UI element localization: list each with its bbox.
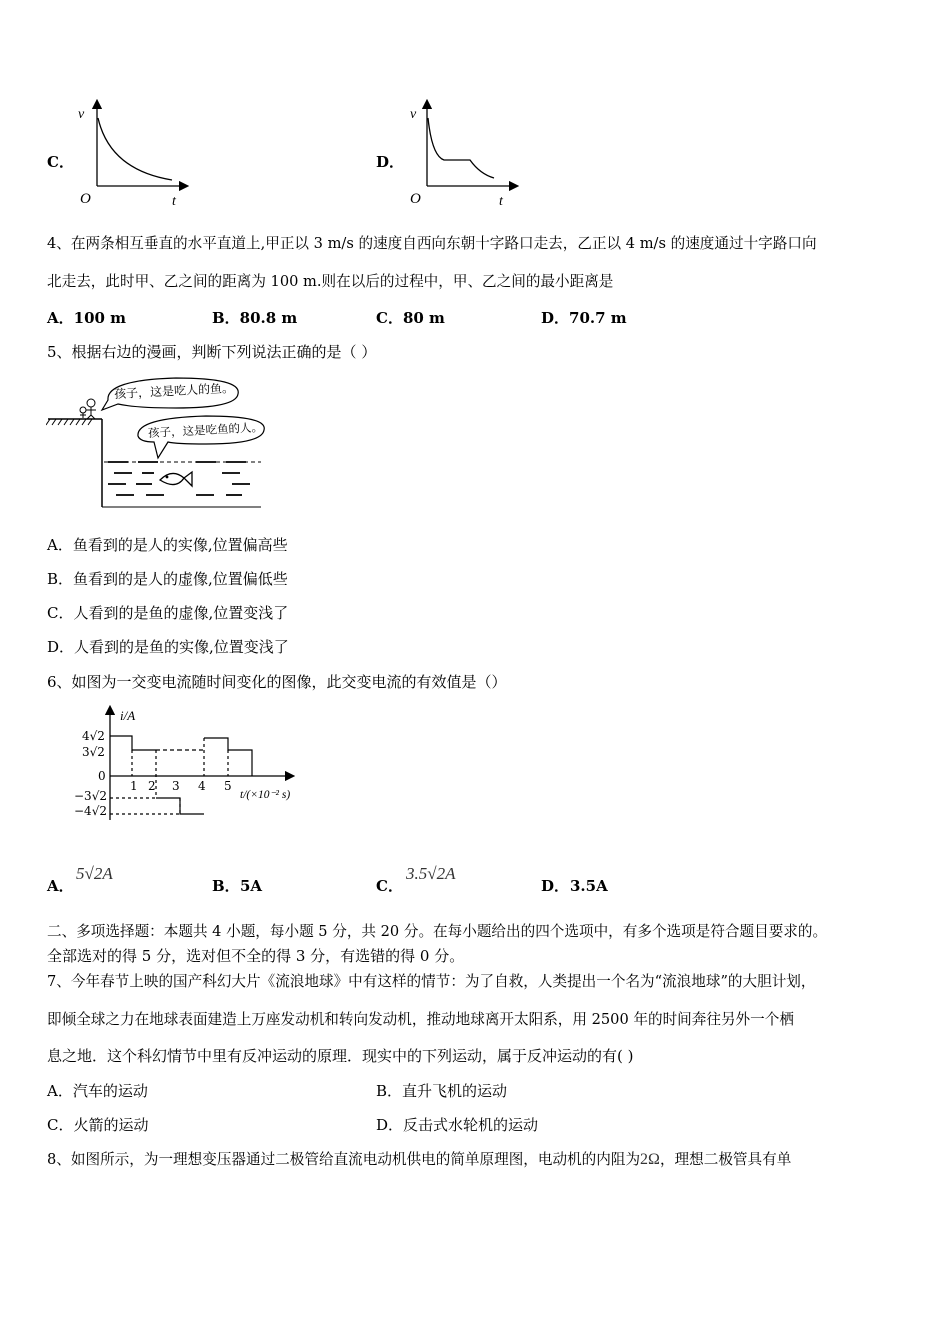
cartoon-fish-person	[46, 372, 266, 512]
q7-line1: 7、今年春节上映的国产科幻大片《流浪地球》中有这样的情节：为了自救，人类提出一个名为“流浪地球”的大胆计划，	[47, 973, 816, 990]
decay-curve	[98, 118, 172, 180]
option-d-label: D．	[376, 153, 405, 171]
bubble-top-text: 孩子，这是吃人的鱼。	[113, 380, 235, 402]
t-label: t	[172, 194, 176, 209]
q7-line3: 息之地．这个科幻情节中里有反冲运动的原理．现实中的下列运动，属于反冲运动的有( )	[47, 1047, 634, 1065]
q8-line1-b: ，理想二极管具有单	[659, 1151, 792, 1168]
v-label: v	[410, 107, 417, 122]
q6-option-d-letter: D．	[541, 877, 570, 895]
q4-line2: 北走去，此时甲、乙之间的距离为 100 m.则在以后的过程中，甲、乙之间的最小距离是	[47, 273, 614, 290]
xtick-3: 3	[172, 779, 180, 793]
xtick-4: 4	[198, 779, 206, 793]
bubble-bottom-text: 孩子，这是吃鱼的人。	[147, 420, 264, 440]
q8-line1	[47, 1150, 791, 1170]
q6-option-c-letter: C．	[376, 877, 403, 895]
ytick-0: 0	[98, 769, 106, 783]
xtick-1: 1	[130, 779, 138, 793]
option-c-label: C．	[47, 153, 74, 171]
q4-option-d: D．70.7 m	[541, 309, 627, 327]
section2-line1: 二、多项选择题：本题共 4 小题，每小题 5 分，共 20 分。在每小题给出的四个选项中，有多个选项是符合题目要求的。	[47, 923, 828, 940]
q4-option-c: C．80 m	[376, 309, 445, 327]
q5-option-c: C．人看到的是鱼的虚像,位置变浅了	[47, 604, 289, 622]
graph-d	[402, 98, 522, 210]
ytick-4r2: 4√2	[82, 729, 105, 743]
y-axis-label: i/A	[120, 708, 136, 723]
q5-stem: 5、根据右边的漫画，判断下列说法正确的是（ ）	[47, 343, 377, 361]
ytick-3r2: 3√2	[82, 745, 105, 759]
q4-line1: 4、在两条相互垂直的水平直道上,甲正以 3 m/s 的速度自西向东朝十字路口走去，乙正以 4 m/s 的速度通过十字路口向	[47, 235, 817, 252]
q7-option-d: D．反击式水轮机的运动	[376, 1116, 539, 1134]
q7-line2: 即倾全球之力在地球表面建造上万座发动机和转向发动机，推动地球离开太阳系，用 2500 年的时间奔往另外一个栖	[47, 1011, 794, 1028]
q4-option-a: A．100 m	[47, 309, 127, 327]
q6-option-d-value: 3.5A	[570, 877, 608, 895]
q7-option-a: A．汽车的运动	[47, 1082, 148, 1100]
q6-option-c-value: 3.5√2A	[406, 864, 456, 883]
q5-option-b: B．鱼看到的是人的虚像,位置偏低些	[47, 570, 288, 588]
piecewise-curve	[428, 118, 494, 178]
graph-c	[72, 98, 192, 210]
t-label: t	[499, 194, 503, 209]
origin-label: O	[80, 191, 91, 207]
q6-option-b-value: 5A	[240, 877, 263, 895]
q5-option-a: A．鱼看到的是人的实像,位置偏高些	[47, 536, 288, 554]
q7-option-c: C．火箭的运动	[47, 1116, 149, 1134]
q5-option-d: D．人看到的是鱼的实像,位置变浅了	[47, 638, 289, 656]
q6-option-a-letter: A．	[47, 877, 74, 895]
origin-label: O	[410, 191, 421, 207]
ytick-neg-4r2: −4√2	[74, 804, 107, 818]
q6-option-b-letter: B．	[212, 877, 240, 895]
q8-line1-a: 8、如图所示，为一理想变压器通过二极管给直流电动机供电的简单原理图，电动机的内阻为	[47, 1151, 641, 1168]
ytick-neg-3r2: −3√2	[74, 789, 107, 803]
q6-stem: 6、如图为一交变电流随时间变化的图像，此交变电流的有效值是（）	[47, 673, 507, 691]
q7-option-b: B．直升飞机的运动	[376, 1082, 508, 1100]
xtick-2: 2	[148, 779, 156, 793]
current-time-graph	[68, 704, 328, 824]
xtick-5: 5	[224, 779, 232, 793]
q4-option-b: B．80.8 m	[212, 309, 298, 327]
q6-option-a-value: 5√2A	[76, 864, 113, 883]
x-axis-label: t/(×10⁻² s)	[240, 789, 291, 801]
v-label: v	[78, 107, 85, 122]
q8-resistance: 2Ω	[640, 1151, 660, 1168]
waveform	[110, 736, 252, 814]
section2-line2: 全部选对的得 5 分，选对但不全的得 3 分，有选错的得 0 分。	[47, 947, 465, 965]
